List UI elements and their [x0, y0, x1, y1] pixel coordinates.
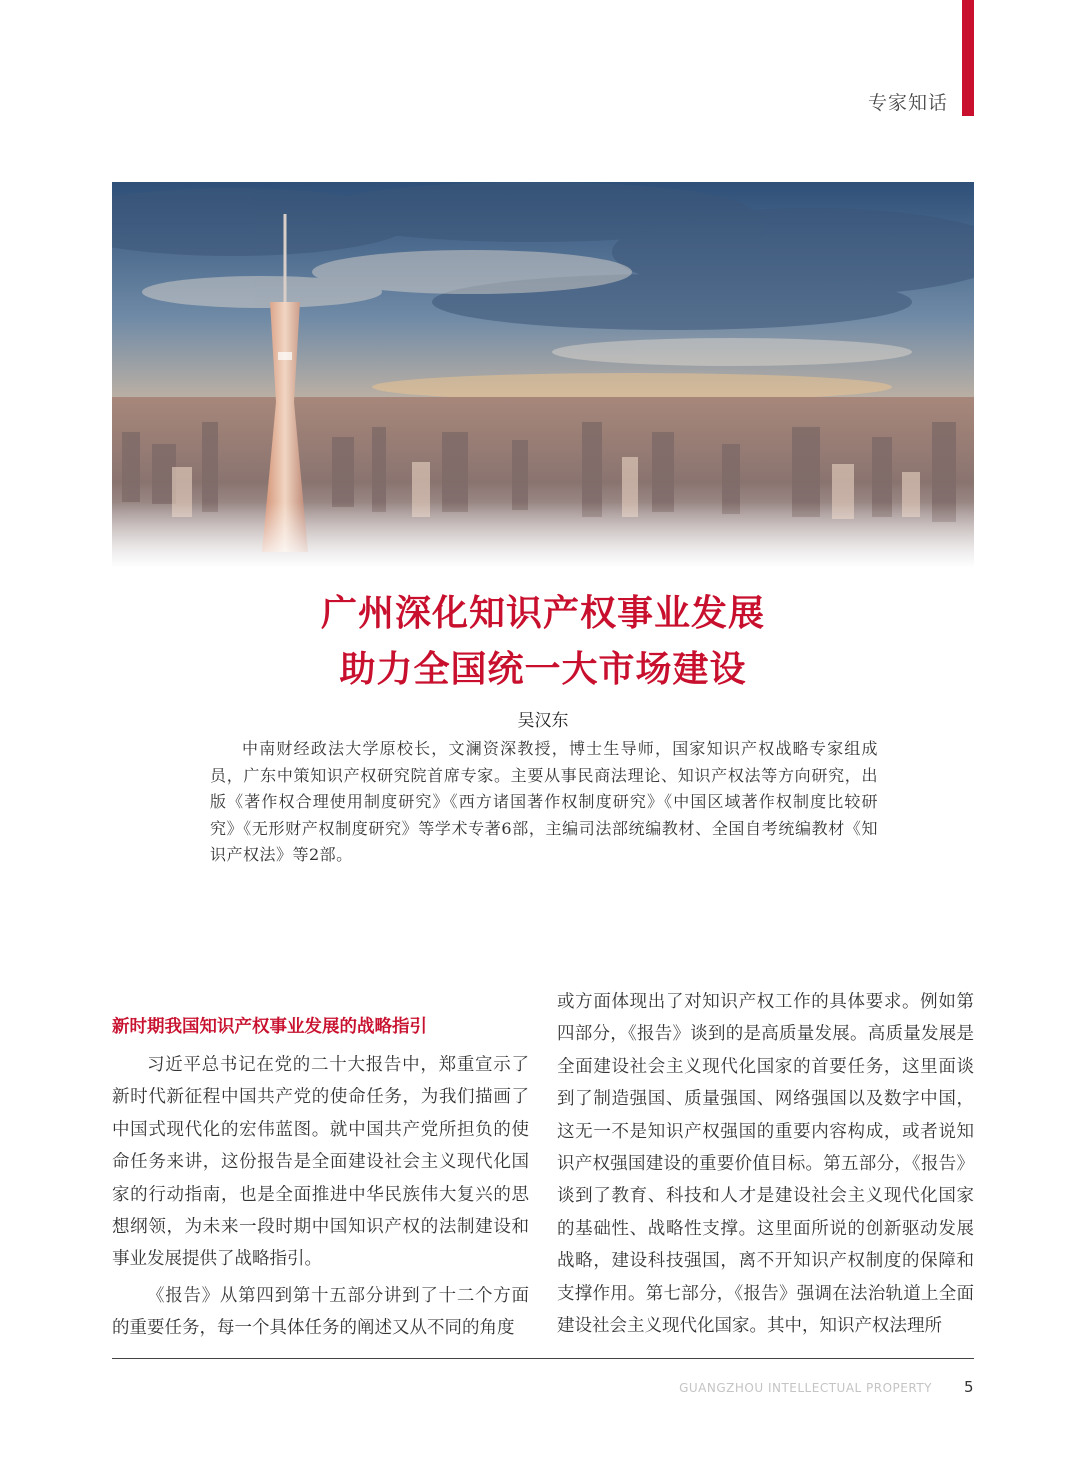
right-column [557, 986, 974, 1342]
hero-image [112, 182, 974, 568]
section-heading: 新时期我国知识产权事业发展的战略指引 [112, 1017, 427, 1037]
author-bio: 中南财经政法大学原校长，文澜资深教授，博士生导师，国家知识产权战略专家组成员，广东中策知识产权研究院首席专家。主要从事民商法理论、知识产权法等方向研究，出版《著作权合理使用制度研究》《西方诸国著作权制度研究》《中国区域著作权制度比较研究》《无形财产权制度研究》等学术专著6部，主编司法部统编教材、全国自考统编教材《知识产权法》等2部。 [210, 739, 878, 864]
article-title-line1: 广州深化知识产权事业发展 [320, 593, 765, 634]
article-title-line2: 助力全国统一大市场建设 [339, 649, 747, 690]
author-name: 吴汉东 [517, 711, 569, 731]
page-number: 5 [964, 1378, 974, 1396]
paragraph: 习近平总书记在党的二十大报告中，郑重宣示了新时代新征程中国共产党的使命任务，为我们描画了中国式现代化的宏伟蓝图。就中国共产党所担负的使命任务来讲，这份报告是全面建设社会主义现代化国家的行动指南，也是全面推进中华民族伟大复兴的思想纲领，为未来一段时期中国知识产权的法制建设和事业发展提供了战略指引。 [112, 1055, 529, 1270]
paragraph: 《报告》从第四到第十五部分讲到了十二个方面的重要任务，每一个具体任务的阐述又从不同的角度 [112, 1285, 529, 1339]
header-accent-bar [962, 0, 974, 116]
left-column [112, 1011, 529, 1345]
paragraph: 或方面体现出了对知识产权工作的具体要求。例如第四部分，《报告》谈到的是高质量发展。高质量发展是全面建设社会主义现代化国家的首要任务，这里面谈到了制造强国、质量强国、网络强国以及数字中国，这无一不是知识产权强国的重要内容构成，或者说知识产权强国建设的重要价值目标。第五部分，《报告》谈到了教育、科技和人才是建设社会主义现代化国家的基础性、战略性支撑。这里面所说的创新驱动发展战略，建设科技强国，离不开知识产权制度的保障和支撑作用。第七部分，《报告》强调在法治轨道上全面建设社会主义现代化国家。其中，知识产权法理所 [557, 992, 974, 1337]
footer-divider [112, 1358, 974, 1359]
publication-name: GUANGZHOU INTELLECTUAL PROPERTY [679, 1381, 932, 1395]
section-label: 专家知话 [867, 92, 948, 114]
